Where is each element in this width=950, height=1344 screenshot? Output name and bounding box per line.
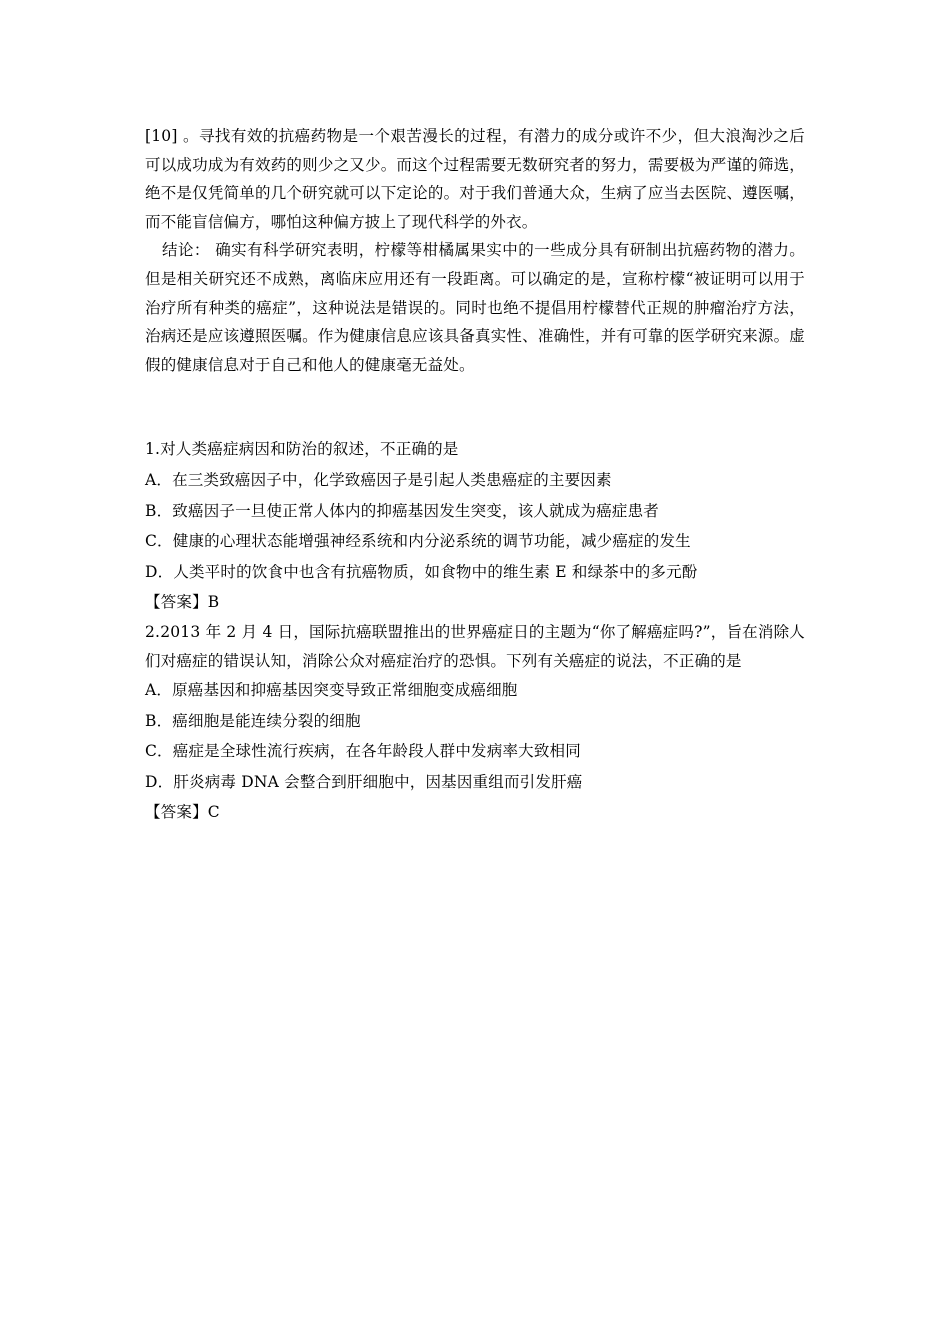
question-2-option-a: A．原癌基因和抑癌基因突变导致正常细胞变成癌细胞 — [145, 681, 518, 700]
question-2-option-c: C．癌症是全球性流行疾病，在各年龄段人群中发病率大致相同 — [145, 742, 581, 761]
question-2-option-d: D．肝炎病毒 DNA 会整合到肝细胞中，因基因重组而引发肝癌 — [145, 772, 583, 791]
question-2 — [145, 618, 805, 828]
paragraph-conclusion: 结论： 确实有科学研究表明，柠檬等柑橘属果实中的一些成分具有研制出抗癌药物的潜力。但是相关研究还不成熟，离临床应用还有一段距离。可以确定的是，宣称柠檬“被证明可以用于治疗所有种类的癌症”，这种说法是错误的。同时也绝不提倡用柠檬替代正规的肿瘤治疗方法，治病还是应该遵照医嘱。作为健康信息应该具备真实性、准确性，并有可靠的医学研究来源。虚假的健康信息对于自己和他人的健康毫无益处。 — [145, 241, 805, 374]
question-1-option-d: D．人类平时的饮食中也含有抗癌物质，如食物中的维生素 E 和绿茶中的多元酚 — [145, 562, 698, 581]
question-1-option-c: C．健康的心理状态能增强神经系统和内分泌系统的调节功能，减少癌症的发生 — [145, 532, 691, 551]
section-spacer — [145, 379, 805, 434]
question-1-answer: 【答案】B — [145, 593, 220, 612]
document-body — [145, 122, 805, 828]
question-2-stem: 2.2013 年 2 月 4 日，国际抗癌联盟推出的世界癌症日的主题为“你了解癌症吗?”，旨在消除人们对癌症的错误认知，消除公众对癌症治疗的恐惧。下列有关癌症的说法，不正确的是 — [145, 622, 805, 670]
question-1-option-b: B．致癌因子一旦使正常人体内的抑癌基因发生突变，该人就成为癌症患者 — [145, 501, 659, 520]
question-2-option-b: B．癌细胞是能连续分裂的细胞 — [145, 711, 361, 730]
question-2-answer: 【答案】C — [145, 803, 220, 822]
question-1-option-a: A．在三类致癌因子中，化学致癌因子是引起人类患癌症的主要因素 — [145, 470, 612, 489]
paragraph-search-for-drugs: [10] 。寻找有效的抗癌药物是一个艰苦漫长的过程，有潜力的成分或许不少，但大浪淘沙之后可以成功成为有效药的则少之又少。而这个过程需要无数研究者的努力，需要极为严谨的筛选，绝不是仅凭简单的几个研究就可以下定论的。对于我们普通大众，生病了应当去医院、遵医嘱，而不能盲信偏方，哪怕这种偏方披上了现代科学的外衣。 — [145, 127, 805, 231]
question-1-stem: 1.对人类癌症病因和防治的叙述，不正确的是 — [145, 440, 459, 459]
question-1 — [145, 434, 805, 618]
